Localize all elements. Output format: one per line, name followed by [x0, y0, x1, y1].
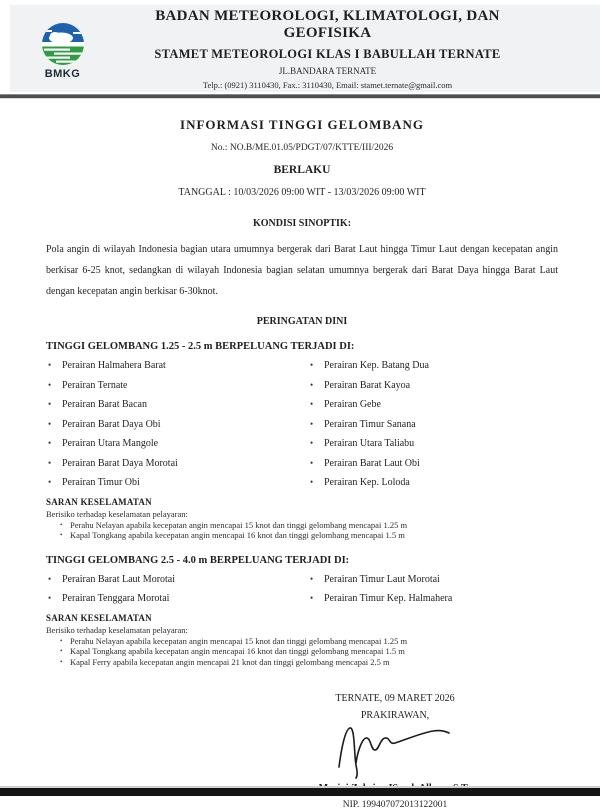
list-item: • Perairan Timur Obi — [46, 473, 308, 493]
list-item: • Perairan Barat Bacan — [46, 395, 308, 415]
bmkg-logo — [10, 17, 115, 80]
letterhead-text — [115, 8, 600, 90]
signature-nip: NIP. 199407072013122001 — [342, 800, 448, 810]
station-name: STAMET METEOROLOGI KLAS I BABULLAH TERNATE — [154, 46, 501, 61]
list-item: • Perairan Kep. Loloda — [308, 473, 558, 493]
document-number: No.: NO.B/ME.01.05/PDGT/07/KTTE/III/2026 — [210, 143, 394, 153]
list-item: • Perairan Barat Daya Morotai — [46, 454, 308, 474]
wave-section-2-left-column — [46, 570, 308, 609]
safety-heading: SARAN KESELAMATAN — [46, 612, 152, 623]
safety-intro: Berisiko terhadap keselamatan pelayaran: — [46, 508, 188, 519]
valid-label: BERLAKU — [273, 164, 331, 176]
valid-date-range: TANGGAL : 10/03/2026 09:00 WIT - 13/03/2026 09:00 WIT — [178, 187, 426, 198]
synoptic-text: Pola angin di wilayah Indonesia bagian utara umumnya bergerak dari Barat Laut hingga Timur Laut dengan kecepatan angin berkisar 6-25 knot, sedangkan di wilayah Indonesia bagian selatan umumnya bergerak dari Barat Daya hingga Barat Laut dengan kecepatan angin berkisar 6-30knot. — [46, 244, 558, 297]
signature-role: PRAKIRAWAN, — [360, 710, 430, 721]
safety-heading: SARAN KESELAMATAN — [46, 496, 152, 507]
list-item: • Perairan Utara Taliabu — [308, 434, 558, 454]
station-address: JL.BANDARA TERNATE — [278, 65, 377, 76]
station-contact: Telp.: (0921) 3110430, Fax.: 3110430, Email: stamet.ternate@gmail.com — [202, 79, 453, 90]
bmkg-logo-icon — [40, 21, 86, 67]
list-item: • Perairan Utara Mangole — [46, 434, 308, 454]
list-item: • Perairan Tenggara Morotai — [46, 589, 308, 609]
list-item: • Perairan Timur Kep. Halmahera — [308, 589, 558, 609]
wave-section-1-left-column — [46, 356, 308, 493]
page-title: INFORMASI TINGGI GELOMBANG — [180, 117, 424, 132]
list-item: • Perairan Timur Laut Morotai — [308, 570, 558, 590]
list-item: • Kapal Tongkang apabila kecepatan angin mencapai 16 knot dan tinggi gelombang mencapai 1.5 m — [60, 530, 558, 541]
org-name: BADAN METEOROLOGI, KLIMATOLOGI, DAN GEOFISIKA — [155, 7, 500, 41]
wave-section-2-right-column — [308, 570, 558, 609]
wave-section-1-list — [46, 356, 558, 493]
list-item: • Perairan Halmahera Barat — [46, 356, 308, 376]
wave-section-2-heading: TINGGI GELOMBANG 2.5 - 4.0 m BERPELUANG TERJADI DI: — [46, 554, 350, 566]
list-item: • Perairan Barat Kayoa — [308, 376, 558, 396]
list-item: • Perairan Barat Daya Obi — [46, 415, 308, 435]
wave-section-2-list — [46, 570, 558, 609]
safety-advice-2 — [46, 613, 558, 668]
document-body — [0, 99, 600, 810]
signature-place-date: TERNATE, 09 MARET 2026 — [335, 693, 455, 704]
safety-list — [46, 636, 558, 668]
letterhead — [10, 5, 600, 92]
wave-section-1-heading: TINGGI GELOMBANG 1.25 - 2.5 m BERPELUANG TERJADI DI: — [46, 341, 355, 352]
list-item: • Perairan Barat Laut Morotai — [46, 570, 308, 590]
list-item: • Perahu Nelayan apabila kecepatan angin mencapai 15 knot dan tinggi gelombang mencapai 1.25 m — [60, 636, 558, 647]
synoptic-heading: KONDISI SINOPTIK: — [252, 218, 352, 229]
list-item: • Perairan Gebe — [308, 395, 558, 415]
bmkg-logo-label: BMKG — [44, 68, 81, 80]
handwritten-signature — [325, 723, 465, 779]
wave-section-1-right-column — [308, 356, 558, 493]
early-warning-heading: PERINGATAN DINI — [256, 316, 348, 327]
list-item: • Perahu Nelayan apabila kecepatan angin mencapai 15 knot dan tinggi gelombang mencapai 1.25 m — [60, 520, 558, 531]
bottom-edge-bar — [0, 786, 600, 796]
list-item: • Perairan Barat Laut Obi — [308, 454, 558, 474]
document-page — [0, 5, 600, 810]
list-item: • Kapal Ferry apabila kecepatan angin mencapai 21 knot dan tinggi gelombang mencapai 2.5 m — [60, 657, 558, 668]
safety-intro: Berisiko terhadap keselamatan pelayaran: — [46, 624, 188, 635]
safety-list — [46, 520, 558, 541]
list-item: • Kapal Tongkang apabila kecepatan angin mencapai 16 knot dan tinggi gelombang mencapai 1.5 m — [60, 646, 558, 657]
safety-advice-1 — [46, 497, 558, 541]
list-item: • Perairan Timur Sanana — [308, 415, 558, 435]
list-item: • Perairan Kep. Batang Dua — [308, 356, 558, 376]
list-item: • Perairan Ternate — [46, 376, 308, 396]
